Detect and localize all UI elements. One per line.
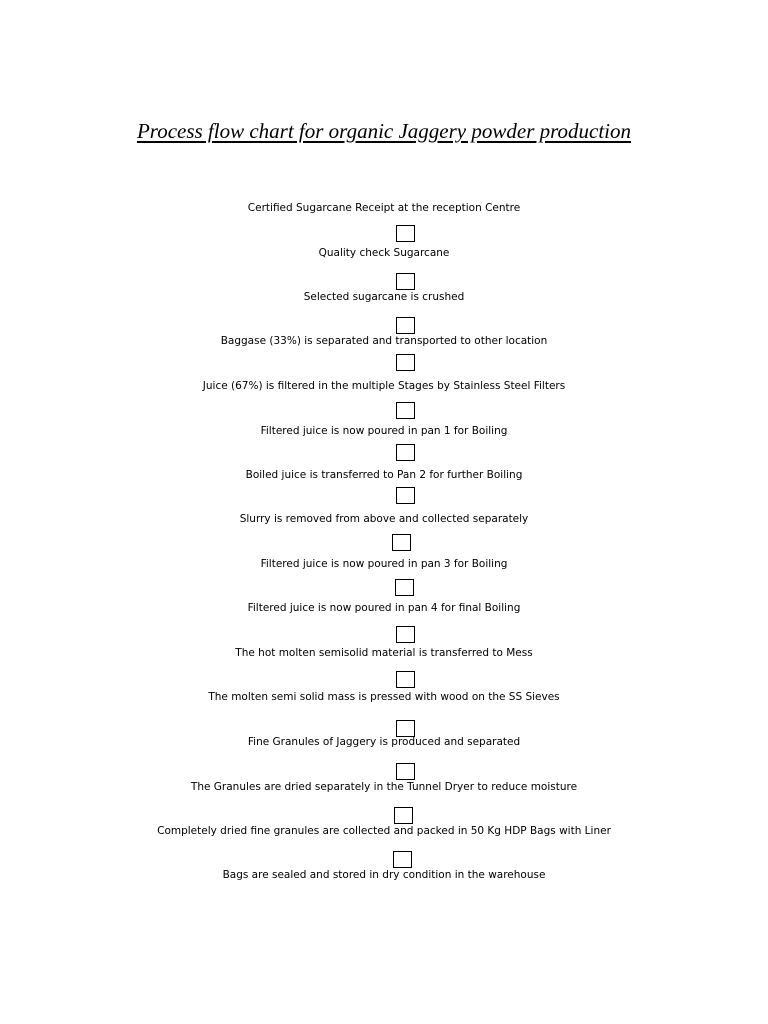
flow-step: Completely dried fine granules are collected and packed in 50 Kg HDP Bags with Liner (157, 825, 611, 837)
connector-box (396, 273, 415, 290)
page-title: Process flow chart for organic Jaggery powder production (136, 119, 632, 143)
connector-box (396, 402, 415, 419)
flow-step: The hot molten semisolid material is transferred to Mess (235, 647, 533, 659)
flow-step: Selected sugarcane is crushed (303, 291, 465, 303)
connector-box (392, 534, 411, 551)
flow-step: Slurry is removed from above and collected separately (239, 513, 529, 525)
flow-step: Filtered juice is now poured in pan 4 for final Boiling (247, 602, 521, 614)
connector-box (393, 851, 412, 868)
flow-step: Filtered juice is now poured in pan 1 for Boiling (260, 425, 508, 437)
connector-box (396, 763, 415, 780)
flow-step: Fine Granules of Jaggery is produced and separated (247, 736, 521, 748)
connector-box (396, 317, 415, 334)
connector-box (394, 807, 413, 824)
connector-box (396, 225, 415, 242)
flow-step: Bags are sealed and stored in dry condition in the warehouse (222, 869, 546, 881)
flow-step: Quality check Sugarcane (318, 247, 450, 259)
flow-step: The Granules are dried separately in the Tunnel Dryer to reduce moisture (190, 781, 578, 793)
flow-step: Boiled juice is transferred to Pan 2 for further Boiling (245, 469, 523, 481)
connector-box (396, 671, 415, 688)
connector-box (395, 579, 414, 596)
connector-box (396, 444, 415, 461)
flow-step: The molten semi solid mass is pressed with wood on the SS Sieves (208, 691, 560, 703)
connector-box (396, 487, 415, 504)
flow-step: Filtered juice is now poured in pan 3 for Boiling (260, 558, 508, 570)
connector-box (396, 354, 415, 371)
connector-box (396, 626, 415, 643)
flow-step: Juice (67%) is filtered in the multiple Stages by Stainless Steel Filters (202, 380, 566, 392)
flow-step: Baggase (33%) is separated and transported to other location (220, 335, 548, 347)
flow-step: Certified Sugarcane Receipt at the reception Centre (247, 202, 521, 214)
